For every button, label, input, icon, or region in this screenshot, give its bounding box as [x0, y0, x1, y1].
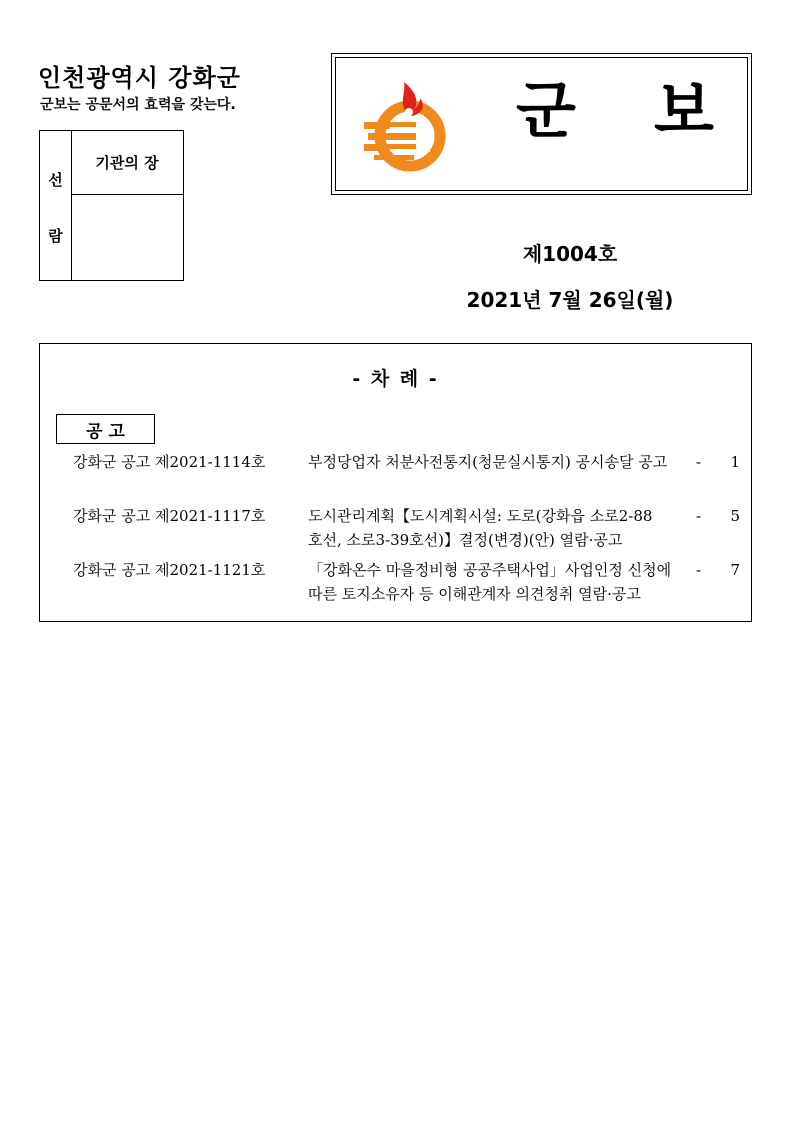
toc-entry-dash: -: [696, 561, 702, 579]
review-box: [39, 130, 184, 281]
org-name: 인천광역시 강화군: [38, 64, 241, 92]
toc-entry-title-line: 「강화온수 마을정비형 공공주택사업」사업인정 신청에: [308, 561, 672, 579]
issue-number: 제1004호: [522, 242, 618, 266]
toc-entry-title-line: 도시관리계획【도시계획시설: 도로(강화읍 소로2-88: [308, 507, 653, 525]
review-label-bottom: 람: [48, 227, 63, 245]
toc-entry-title-line: 호선, 소로3-39호선)】결정(변경)(안) 열람·공고: [308, 531, 623, 549]
toc-heading: - 차 례 -: [352, 368, 439, 390]
review-label-top: 선: [48, 171, 63, 189]
toc-entry-dash: -: [696, 507, 702, 525]
toc-entry-page: 1: [730, 453, 740, 471]
title-box: [331, 53, 752, 195]
table-of-contents: [39, 343, 752, 622]
toc-entry-page: 5: [730, 507, 740, 525]
ganghwa-emblem-icon: [360, 80, 452, 172]
issue-date: 2021년 7월 26일(월): [466, 288, 674, 312]
title-char-1: 군: [516, 74, 576, 147]
toc-entry-notice-no: 강화군 공고 제2021-1121호: [73, 561, 266, 579]
title-char-2: 보: [654, 74, 714, 147]
toc-entry-dash: -: [696, 453, 702, 471]
toc-entry-title: [308, 450, 698, 474]
toc-entry-title-line: 따른 토지소유자 등 이해관계자 의견청취 열람·공고: [308, 585, 641, 603]
toc-category: 공 고: [56, 414, 155, 444]
title-box-inner: [335, 57, 748, 191]
toc-entry-notice-no: 강화군 공고 제2021-1114호: [73, 453, 266, 471]
tagline: 군보는 공문서의 효력을 갖는다.: [40, 97, 236, 113]
review-head: 기관의 장: [71, 131, 183, 195]
toc-entry-title: [308, 558, 698, 606]
toc-entry-title: [308, 504, 698, 552]
toc-entry-page: 7: [730, 561, 740, 579]
toc-entry-notice-no: 강화군 공고 제2021-1117호: [73, 507, 266, 525]
review-side: [40, 131, 72, 280]
toc-entry-title-line: 부정당업자 처분사전통지(청문실시통지) 공시송달 공고: [308, 453, 668, 471]
